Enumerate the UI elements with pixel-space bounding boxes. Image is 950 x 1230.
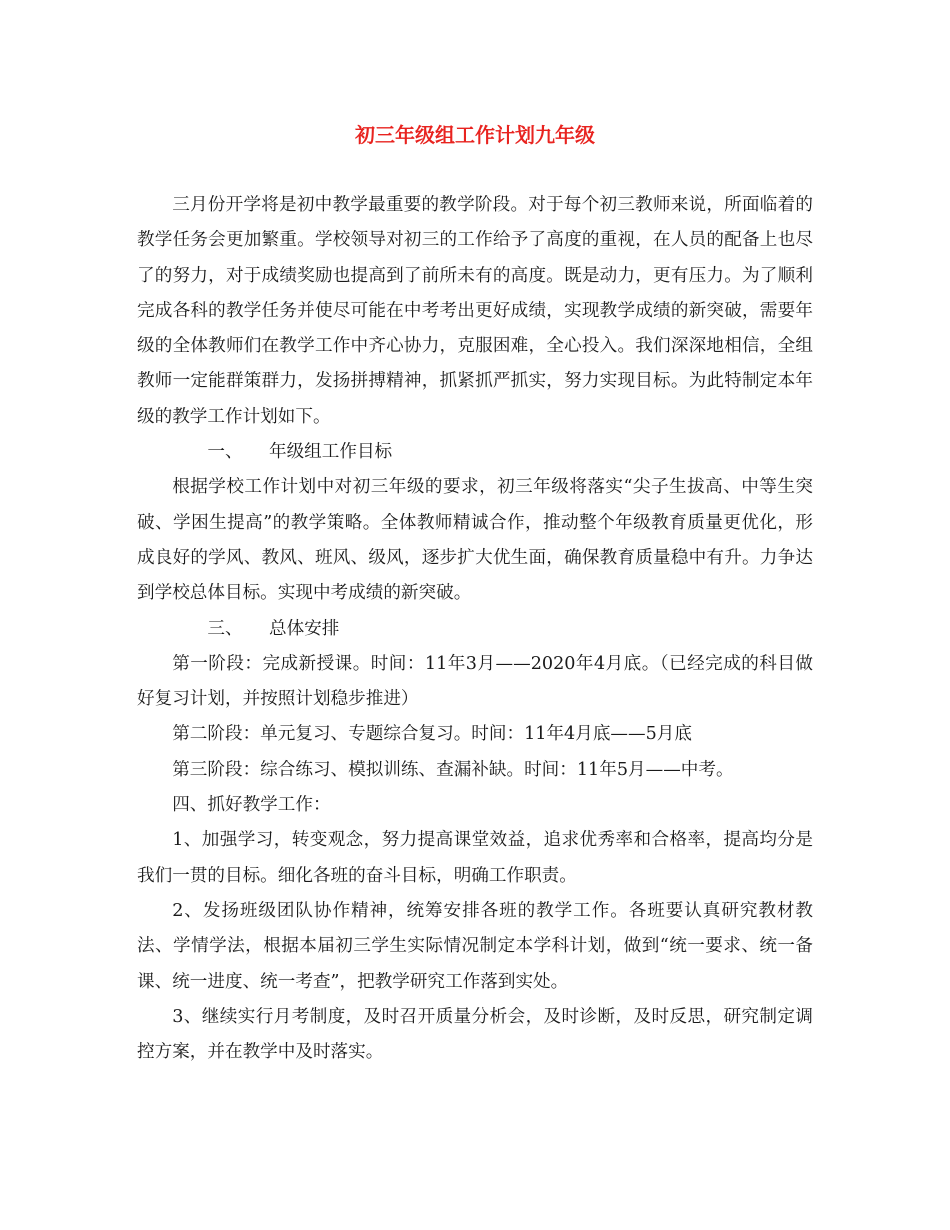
section-heading-3 [137, 612, 813, 647]
phase-1-paragraph: 第一阶段：完成新授课。时间：11年3月——2020年4月底。（已经完成的科目做好复习计划，并按照计划稳步推进） [137, 653, 813, 710]
section-heading-text: 总体安排 [268, 618, 340, 639]
phase-3-paragraph: 第三阶段：综合练习、模拟训练、查漏补缺。时间：11年5月——中考。 [172, 759, 734, 780]
section-number: 三、 [207, 618, 243, 639]
section-1-paragraph: 根据学校工作计划中对初三年级的要求，初三年级将落实“尖子生拔高、中等生突破、学困生提高”的教学策略。全体教师精诚合作，推动整个年级教育质量更优化，形成良好的学风、教风、班风、级风，逐步扩大优生面，确保教育质量稳中有升。力争达到学校总体目标。实现中考成绩的新突破。 [137, 477, 813, 604]
section-heading-1 [137, 435, 813, 470]
item-1-paragraph: 1、加强学习，转变观念，努力提高课堂效益，追求优秀率和合格率，提高均分是我们一贯的目标。细化各班的奋斗目标，明确工作职责。 [137, 830, 813, 886]
intro-paragraph: 三月份开学将是初中教学最重要的教学阶段。对于每个初三教师来说，所面临着的教学任务会更加繁重。学校领导对初三的工作给予了高度的重视，在人员的配备上也尽了的努力，对于成绩奖励也提高到了前所未有的高度。既是动力，更有压力。为了顺利完成各科的教学任务并使尽可能在中考考出更好成绩，实现教学成绩的新突破，需要年级的全体教师们在教学工作中齐心协力，克服困难，全心投入。我们深深地相信，全组教师一定能群策群力，发扬拼搏精神，抓紧抓严抓实，努力实现目标。为此特制定本年级的教学工作计划如下。 [137, 195, 813, 427]
phase-2-paragraph: 第二阶段：单元复习、专题综合复习。时间：11年4月底——5月底 [172, 724, 692, 745]
page-title: 初三年级组工作计划九年级 [355, 123, 595, 147]
section-number: 一、 [207, 442, 243, 463]
section-heading-4: 四、抓好教学工作： [172, 795, 331, 816]
section-heading-text: 年级组工作目标 [268, 442, 393, 463]
document-body [137, 188, 813, 1070]
item-2-paragraph: 2、发扬班级团队协作精神，统筹安排各班的教学工作。各班要认真研究教材教法、学情学法，根据本届初三学生实际情况制定本学科计划，做到“统一要求、统一备课、统一进度、统一考查”，把教学研究工作落到实处。 [137, 900, 813, 992]
item-3-paragraph: 3、继续实行月考制度，及时召开质量分析会，及时诊断，及时反思，研究制定调控方案，并在教学中及时落实。 [137, 1006, 813, 1063]
